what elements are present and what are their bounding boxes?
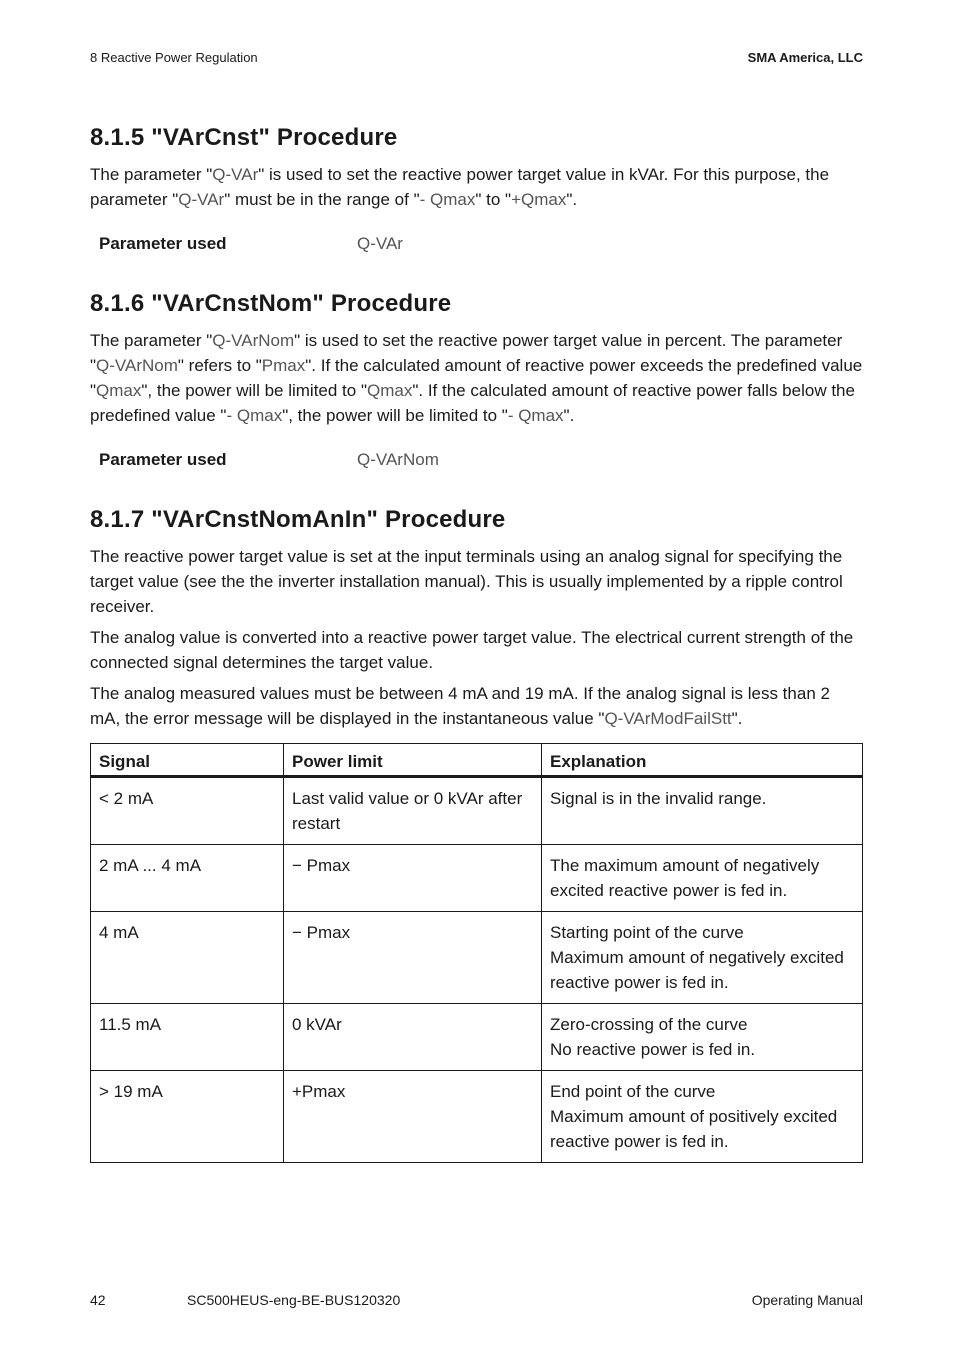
- table-row: [91, 1004, 863, 1071]
- signal-table: [90, 743, 863, 1163]
- section-8-1-6-paragraph: The parameter "Q-VArNom" is used to set the reactive power target value in percent. The parameter "Q-VArNom" refers to "Pmax". If the calculated amount of reactive power exceeds the predefined value "Qmax", the power will be limited to "Qmax". If the calculated amount of reactive power falls below the predefined value "- Qmax", the power will be limited to "- Qmax".: [90, 331, 863, 425]
- signal-cell: 11.5 mA: [91, 1004, 284, 1071]
- section-8-1-7-paragraph-3: The analog measured values must be between 4 mA and 19 mA. If the analog signal is less than 2 mA, the error message will be displayed in the instantaneous value "Q-VArModFailStt".: [90, 684, 830, 728]
- param-ref: Q-VAr: [178, 190, 225, 209]
- table-row: [91, 1071, 863, 1163]
- section-8-1-7-paragraph-1: The reactive power target value is set at the input terminals using an analog signal for specifying the target value (see the the inverter installation manual). This is usually implemented by a ripple control receiver.: [90, 547, 843, 616]
- parameter-used-value: Q-VAr: [357, 234, 403, 253]
- explanation-cell: End point of the curve Maximum amount of positively excited reactive power is fed in.: [542, 1071, 863, 1163]
- table-header-row: [91, 744, 863, 777]
- value-ref: - Qmax: [419, 190, 476, 209]
- parameter-used-row: [99, 234, 863, 254]
- column-header-signal: Signal: [91, 744, 284, 777]
- document-code: SC500HEUS-eng-BE-BUS120320: [187, 1292, 401, 1308]
- parameter-used-row: [99, 450, 863, 470]
- signal-cell: < 2 mA: [91, 777, 284, 845]
- section-8-1-6-heading: 8.1.6 "VArCnstNom" Procedure: [90, 290, 452, 317]
- parameter-used-label: Parameter used: [99, 234, 227, 253]
- column-header-power-limit: Power limit: [284, 744, 542, 777]
- section-8-1-7-heading: 8.1.7 "VArCnstNomAnIn" Procedure: [90, 506, 506, 533]
- power-limit-cell: +Pmax: [284, 1071, 542, 1163]
- section-8-1-5-paragraph: The parameter "Q-VAr" is used to set the reactive power target value in kVAr. For this purpose, the parameter "Q-VAr" must be in the range of "- Qmax" to "+Qmax".: [90, 165, 830, 209]
- section-8-1-7: [90, 506, 863, 1163]
- table-row: [91, 777, 863, 845]
- running-header-company: SMA America, LLC: [747, 50, 863, 65]
- running-header-section: 8 Reactive Power Regulation: [90, 50, 258, 65]
- explanation-cell: Starting point of the curve Maximum amount of negatively excited reactive power is fed in.: [542, 912, 863, 1004]
- parameter-used-label: Parameter used: [99, 450, 227, 469]
- page-content: [90, 124, 863, 1163]
- section-8-1-5-heading: 8.1.5 "VArCnst" Procedure: [90, 124, 398, 151]
- table-row: [91, 845, 863, 912]
- explanation-cell: Signal is in the invalid range.: [542, 777, 863, 845]
- power-limit-cell: 0 kVAr: [284, 1004, 542, 1071]
- power-limit-cell: Last valid value or 0 kVAr after restart: [284, 777, 542, 845]
- explanation-cell: The maximum amount of negatively excited reactive power is fed in.: [542, 845, 863, 912]
- manual-title: Operating Manual: [751, 1292, 863, 1308]
- power-limit-cell: − Pmax: [284, 912, 542, 1004]
- signal-cell: 2 mA ... 4 mA: [91, 845, 284, 912]
- parameter-used-value: Q-VArNom: [357, 450, 439, 469]
- section-8-1-7-paragraph-2: The analog value is converted into a reactive power target value. The electrical current strength of the connected signal determines the target value.: [90, 628, 854, 672]
- signal-cell: > 19 mA: [91, 1071, 284, 1163]
- signal-cell: 4 mA: [91, 912, 284, 1004]
- explanation-cell: Zero-crossing of the curve No reactive power is fed in.: [542, 1004, 863, 1071]
- table-row: [91, 912, 863, 1004]
- param-ref: Q-VAr: [212, 165, 259, 184]
- value-ref: +Qmax: [511, 190, 567, 209]
- power-limit-cell: − Pmax: [284, 845, 542, 912]
- column-header-explanation: Explanation: [542, 744, 863, 777]
- page-number: 42: [90, 1292, 106, 1308]
